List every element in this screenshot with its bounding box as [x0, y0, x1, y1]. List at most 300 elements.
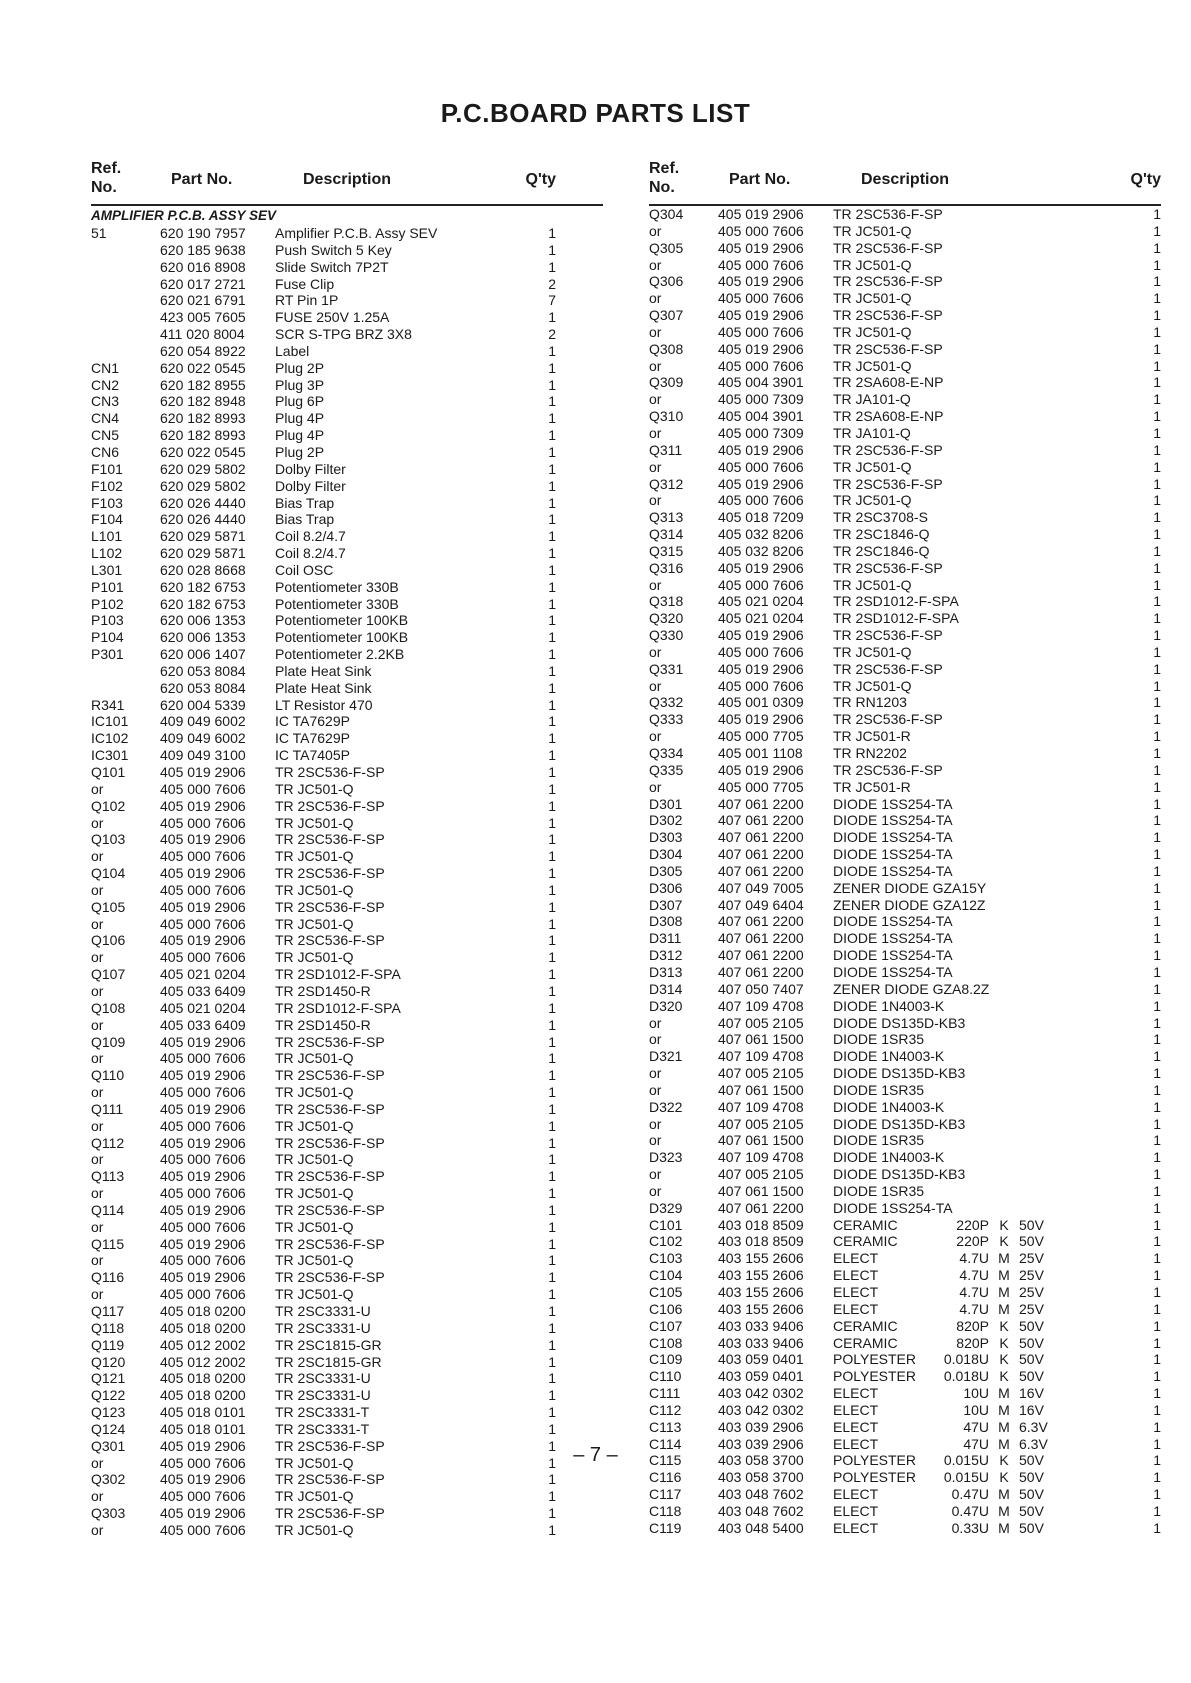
part-no-cell: 620 053 8084	[160, 662, 246, 679]
part-no-cell: 405 019 2906	[160, 1269, 246, 1286]
table-row	[649, 981, 1161, 998]
table-row	[91, 848, 603, 865]
part-no-cell: 405 018 0101	[160, 1420, 246, 1437]
description-cell: DIODE 1SS254-TA	[833, 913, 953, 930]
table-row	[649, 1183, 1161, 1200]
part-no-cell: 405 000 7606	[160, 1218, 246, 1235]
qty-cell: 1	[548, 831, 556, 848]
part-no-cell: 407 061 2200	[718, 829, 804, 846]
description-cell: LT Resistor 470	[275, 696, 373, 713]
part-no-cell: 407 049 7005	[718, 879, 804, 896]
description-cell: TR JC501-Q	[833, 458, 912, 475]
voltage-cell: 50V	[1019, 1519, 1044, 1536]
part-no-cell: 405 004 3901	[718, 408, 804, 425]
ref-cell: or	[649, 222, 662, 239]
part-no-cell: 405 000 7606	[718, 290, 804, 307]
description-cell: TR JC501-Q	[275, 1488, 354, 1505]
qty-cell: 1	[548, 1033, 556, 1050]
table-row	[91, 410, 603, 427]
table-row	[91, 882, 603, 899]
description-cell: ELECT	[833, 1300, 879, 1317]
qty-cell: 1	[548, 747, 556, 764]
ref-cell: C109	[649, 1351, 683, 1368]
qty-cell: 1	[1153, 542, 1161, 559]
table-row	[649, 1065, 1161, 1082]
qty-cell: 1	[1153, 829, 1161, 846]
header-part-no: Part No.	[171, 171, 233, 188]
table-row	[91, 1522, 603, 1539]
qty-cell: 1	[548, 1134, 556, 1151]
voltage-cell: 6.3V	[1019, 1435, 1048, 1452]
value-cell: 0.33U	[951, 1519, 989, 1536]
table-row	[649, 442, 1161, 459]
part-no-cell: 405 000 7606	[160, 1084, 246, 1101]
ref-cell: Q104	[91, 865, 126, 882]
part-no-cell: 407 061 2200	[718, 930, 804, 947]
description-cell: Label	[275, 342, 310, 359]
qty-cell: 1	[548, 1185, 556, 1202]
qty-cell: 1	[1153, 610, 1161, 627]
part-no-cell: 620 185 9638	[160, 241, 246, 258]
table-row	[649, 1503, 1161, 1520]
description-cell: TR JA101-Q	[833, 424, 911, 441]
table-row	[91, 815, 603, 832]
description-cell: TR 2SC536-F-SP	[275, 831, 385, 848]
part-no-cell: 407 005 2105	[718, 1065, 804, 1082]
ref-cell: 51	[91, 225, 107, 241]
qty-cell: 1	[548, 932, 556, 949]
ref-cell: Q313	[649, 509, 684, 526]
table-row	[649, 1486, 1161, 1503]
qty-cell: 1	[1153, 256, 1161, 273]
description-cell: Potentiometer 100KB	[275, 629, 409, 646]
table-header	[91, 158, 603, 206]
ref-cell: P301	[91, 646, 124, 663]
table-header	[649, 158, 1161, 206]
description-cell: Plug 3P	[275, 376, 325, 393]
part-no-cell: 620 017 2721	[160, 275, 246, 292]
value-cell: 4.7U	[959, 1267, 989, 1284]
table-row	[91, 663, 603, 680]
table-row	[649, 425, 1161, 442]
qty-cell: 1	[1153, 1166, 1161, 1183]
ref-cell: Q315	[649, 542, 684, 559]
qty-cell: 1	[1153, 1300, 1161, 1317]
description-cell: POLYESTER	[833, 1351, 916, 1368]
parts-table-left	[91, 158, 603, 1539]
qty-cell: 1	[548, 865, 556, 882]
table-row	[91, 1084, 603, 1101]
ref-cell: or	[91, 1521, 104, 1538]
description-cell: ELECT	[833, 1418, 879, 1435]
qty-cell: 1	[548, 1303, 556, 1319]
table-row	[91, 1101, 603, 1118]
qty-cell: 1	[1153, 694, 1161, 711]
value-cell: 10U	[963, 1401, 989, 1418]
table-row	[649, 1250, 1161, 1267]
part-no-cell: 405 000 7705	[718, 778, 804, 795]
qty-cell: 1	[1153, 1317, 1161, 1334]
qty-cell: 1	[1153, 1519, 1161, 1536]
ref-cell: F101	[91, 460, 123, 477]
part-no-cell: 403 048 5400	[718, 1519, 804, 1536]
table-row	[91, 1168, 603, 1185]
ref-cell: Q103	[91, 831, 126, 848]
description-cell: TR 2SD1012-F-SPA	[275, 966, 401, 983]
part-no-cell: 405 018 0200	[160, 1370, 246, 1387]
table-row	[91, 1017, 603, 1034]
qty-cell: 1	[548, 1505, 556, 1522]
description-cell: Potentiometer 330B	[275, 578, 399, 595]
description-cell: Plate Heat Sink	[275, 679, 372, 696]
ref-cell: Q312	[649, 475, 684, 492]
ref-cell: Q335	[649, 761, 684, 778]
table-row	[649, 964, 1161, 981]
qty-cell: 1	[1153, 1149, 1161, 1166]
ref-cell: D303	[649, 829, 683, 846]
qty-cell: 1	[1153, 307, 1161, 324]
table-row	[91, 747, 603, 764]
table-row	[649, 358, 1161, 375]
description-cell: ELECT	[833, 1486, 879, 1503]
qty-cell: 1	[1153, 1014, 1161, 1031]
description-cell: TR 2SC536-F-SP	[275, 898, 385, 915]
qty-cell: 1	[548, 511, 556, 528]
ref-cell: CN4	[91, 410, 120, 427]
part-no-cell: 405 001 0309	[718, 694, 804, 711]
qty-cell: 1	[548, 1336, 556, 1353]
tolerance-cell: M	[998, 1502, 1010, 1519]
description-cell: TR JC501-Q	[275, 949, 354, 966]
part-no-cell: 405 019 2906	[718, 627, 804, 644]
qty-cell: 1	[548, 241, 556, 258]
ref-cell: Q105	[91, 898, 126, 915]
ref-cell: F104	[91, 511, 123, 528]
qty-cell: 1	[548, 949, 556, 966]
part-no-cell: 405 032 8206	[718, 542, 804, 559]
table-row	[91, 225, 603, 242]
qty-cell: 1	[548, 1370, 556, 1387]
ref-cell: or	[649, 458, 662, 475]
ref-cell: D305	[649, 862, 683, 879]
qty-cell: 1	[1153, 812, 1161, 829]
ref-cell: Q109	[91, 1033, 126, 1050]
description-cell: DIODE 1N4003-K	[833, 1048, 945, 1065]
qty-cell: 1	[548, 595, 556, 612]
description-cell: IC TA7405P	[275, 747, 350, 764]
description-cell: TR JC501-Q	[275, 1050, 354, 1067]
table-row	[91, 579, 603, 596]
value-cell: 47U	[963, 1418, 989, 1435]
qty-cell: 1	[1153, 1115, 1161, 1132]
table-row	[91, 899, 603, 916]
part-no-cell: 407 061 2200	[718, 1199, 804, 1216]
description-cell: TR JC501-Q	[275, 1454, 354, 1471]
part-no-cell: 405 000 7606	[718, 357, 804, 374]
qty-cell: 1	[1153, 441, 1161, 458]
qty-cell: 1	[1153, 1048, 1161, 1065]
qty-cell: 1	[1153, 290, 1161, 307]
page-title: P.C.BOARD PARTS LIST	[440, 98, 751, 128]
table-row	[649, 1351, 1161, 1368]
ref-cell: IC102	[91, 730, 129, 747]
part-no-cell: 620 029 5871	[160, 528, 246, 545]
part-no-cell: 405 019 2906	[160, 1471, 246, 1488]
qty-cell: 1	[548, 1286, 556, 1303]
qty-cell: 1	[548, 1201, 556, 1218]
table-row	[649, 728, 1161, 745]
header-description: Description	[861, 171, 950, 188]
description-cell: TR 2SC536-F-SP	[833, 761, 943, 778]
description-cell: TR 2SC536-F-SP	[833, 340, 943, 357]
ref-cell: P102	[91, 595, 124, 612]
ref-cell: Q304	[649, 206, 684, 222]
part-no-cell: 403 048 7602	[718, 1502, 804, 1519]
ref-cell: Q116	[91, 1269, 125, 1286]
table-row	[649, 644, 1161, 661]
table-row	[649, 1116, 1161, 1133]
part-no-cell: 405 019 2906	[160, 932, 246, 949]
qty-cell: 1	[1153, 930, 1161, 947]
qty-cell: 1	[1153, 947, 1161, 964]
ref-cell: Q118	[91, 1319, 125, 1336]
qty-cell: 1	[1153, 1250, 1161, 1267]
ref-cell: CN6	[91, 443, 120, 460]
description-cell: ZENER DIODE GZA12Z	[833, 896, 986, 913]
qty-cell: 1	[548, 797, 556, 814]
table-row	[649, 947, 1161, 964]
header-ref-no: Ref. No.	[91, 160, 122, 196]
table-row	[91, 596, 603, 613]
tolerance-cell: K	[999, 1452, 1009, 1469]
ref-cell: C119	[649, 1519, 682, 1536]
ref-cell: or	[649, 1031, 662, 1048]
table-row	[649, 543, 1161, 560]
qty-cell: 1	[1153, 997, 1161, 1014]
part-no-cell: 405 019 2906	[160, 1033, 246, 1050]
table-row	[91, 730, 603, 747]
ref-cell: or	[649, 290, 662, 307]
qty-cell: 1	[548, 1168, 556, 1185]
ref-cell: or	[91, 1084, 104, 1101]
ref-cell: C101	[649, 1216, 683, 1233]
description-cell: TR 2SC3331-U	[275, 1387, 371, 1404]
description-cell: TR 2SC536-F-SP	[275, 797, 385, 814]
qty-cell: 1	[1153, 492, 1161, 509]
description-cell: Plug 6P	[275, 393, 325, 410]
table-row	[649, 1318, 1161, 1335]
part-no-cell: 407 005 2105	[718, 1166, 804, 1183]
ref-cell: or	[649, 1132, 662, 1149]
part-no-cell: 405 018 0101	[160, 1404, 246, 1421]
table-row	[91, 393, 603, 410]
value-cell: 4.7U	[959, 1284, 989, 1300]
description-cell: DIODE DS135D-KB3	[833, 1065, 966, 1082]
ref-cell: C115	[649, 1452, 682, 1469]
ref-cell: Q106	[91, 932, 126, 949]
ref-cell: D308	[649, 913, 683, 930]
qty-cell: 1	[548, 1420, 556, 1437]
description-cell: ELECT	[833, 1284, 879, 1300]
qty-cell: 1	[548, 1437, 556, 1454]
ref-cell: D311	[649, 930, 682, 947]
ref-cell: Q119	[91, 1336, 125, 1353]
qty-cell: 1	[548, 1151, 556, 1168]
qty-cell: 1	[548, 494, 556, 511]
qty-cell: 1	[548, 477, 556, 494]
table-row	[91, 1404, 603, 1421]
tolerance-cell: M	[998, 1435, 1010, 1452]
table-row	[91, 242, 603, 259]
ref-cell: F103	[91, 494, 123, 511]
part-no-cell: 403 155 2606	[718, 1267, 804, 1284]
table-row	[649, 1015, 1161, 1032]
description-cell: Push Switch 5 Key	[275, 241, 392, 258]
qty-cell: 1	[548, 679, 556, 696]
description-cell: Potentiometer 2.2KB	[275, 646, 405, 663]
table-row	[91, 444, 603, 461]
voltage-cell: 50V	[1019, 1452, 1044, 1469]
description-cell: TR 2SA608-E-NP	[833, 408, 944, 425]
ref-cell: C114	[649, 1435, 682, 1452]
qty-cell: 1	[1153, 1334, 1161, 1351]
description-cell: TR 2SC536-F-SP	[833, 627, 943, 644]
description-cell: TR JC501-Q	[275, 881, 354, 898]
qty-cell: 1	[548, 342, 556, 359]
ref-cell: Q114	[91, 1201, 125, 1218]
description-cell: TR 2SD1012-F-SPA	[833, 610, 959, 627]
description-cell: CERAMIC	[833, 1233, 898, 1250]
ref-cell: Q332	[649, 694, 684, 711]
table-row	[91, 309, 603, 326]
table-row	[91, 781, 603, 798]
table-row	[649, 1385, 1161, 1402]
part-no-cell: 405 019 2906	[160, 1067, 246, 1084]
tolerance-cell: K	[999, 1334, 1009, 1351]
table-row	[91, 343, 603, 360]
part-no-cell: 405 000 7606	[160, 780, 246, 797]
qty-cell: 1	[548, 1488, 556, 1505]
ref-cell: Q121	[91, 1370, 126, 1387]
table-row	[649, 206, 1161, 223]
part-no-cell: 405 033 6409	[160, 982, 246, 999]
qty-cell: 1	[1153, 374, 1161, 391]
table-row	[91, 1505, 603, 1522]
description-cell: DIODE DS135D-KB3	[833, 1115, 966, 1132]
part-no-cell: 405 000 7606	[160, 1286, 246, 1303]
parts-rows-right	[649, 206, 1161, 1537]
table-row	[91, 1303, 603, 1320]
description-cell: TR 2SC536-F-SP	[275, 1235, 385, 1252]
voltage-cell: 50V	[1019, 1216, 1044, 1233]
description-cell: TR 2SD1450-R	[275, 982, 371, 999]
part-no-cell: 405 000 7606	[160, 848, 246, 865]
qty-cell: 1	[548, 1067, 556, 1084]
part-no-cell: 405 019 2906	[160, 1437, 246, 1454]
ref-cell: C112	[649, 1401, 682, 1418]
ref-cell: L301	[91, 561, 123, 578]
ref-cell: C111	[649, 1385, 681, 1402]
table-row	[649, 1402, 1161, 1419]
part-no-cell: 405 021 0204	[160, 966, 246, 983]
part-no-cell: 405 000 7606	[160, 1117, 246, 1134]
description-cell: TR 2SD1450-R	[275, 1016, 371, 1033]
qty-cell: 1	[548, 881, 556, 898]
part-no-cell: 405 000 7606	[160, 915, 246, 932]
qty-cell: 1	[1153, 846, 1161, 863]
table-row	[649, 1233, 1161, 1250]
qty-cell: 1	[1153, 761, 1161, 778]
ref-cell: or	[91, 915, 104, 932]
description-cell: TR JC501-Q	[275, 1084, 354, 1101]
description-cell: Plug 2P	[275, 443, 325, 460]
part-no-cell: 405 000 7606	[718, 256, 804, 273]
qty-cell: 1	[1153, 913, 1161, 930]
description-cell: TR 2SC3708-S	[833, 509, 928, 526]
table-row	[91, 697, 603, 714]
ref-cell: or	[91, 881, 104, 898]
qty-cell: 1	[548, 1050, 556, 1067]
ref-cell: or	[649, 323, 662, 340]
ref-cell: or	[91, 1016, 104, 1033]
ref-cell: C102	[649, 1233, 683, 1250]
table-row	[91, 1370, 603, 1387]
table-row	[91, 528, 603, 545]
description-cell: TR 2SC3331-U	[275, 1303, 371, 1319]
description-cell: TR RN1203	[833, 694, 907, 711]
description-cell: TR 2SC536-F-SP	[833, 559, 943, 576]
table-row	[649, 1082, 1161, 1099]
qty-cell: 1	[548, 359, 556, 376]
part-no-cell: 405 019 2906	[718, 441, 804, 458]
qty-cell: 1	[1153, 1284, 1161, 1300]
part-no-cell: 620 022 0545	[160, 443, 246, 460]
table-row	[91, 983, 603, 1000]
ref-cell: Q316	[649, 559, 684, 576]
description-cell: Fuse Clip	[275, 275, 335, 292]
qty-cell: 1	[1153, 458, 1161, 475]
part-no-cell: 405 019 2906	[718, 206, 804, 222]
table-row	[91, 1067, 603, 1084]
table-row	[649, 257, 1161, 274]
part-no-cell: 405 000 7606	[718, 576, 804, 593]
part-no-cell: 620 182 8993	[160, 427, 246, 444]
part-no-cell: 403 059 0401	[718, 1351, 804, 1368]
ref-cell: Q320	[649, 610, 684, 627]
qty-cell: 1	[1153, 677, 1161, 694]
tolerance-cell: K	[999, 1469, 1009, 1486]
part-no-cell: 403 042 0302	[718, 1385, 804, 1402]
ref-cell: D313	[649, 963, 683, 980]
description-cell: TR 2SC536-F-SP	[275, 1168, 385, 1185]
value-cell: 220P	[956, 1233, 989, 1250]
description-cell: TR 2SC536-F-SP	[275, 932, 385, 949]
table-row	[91, 831, 603, 848]
part-no-cell: 620 006 1353	[160, 612, 246, 629]
table-row	[91, 478, 603, 495]
qty-cell: 1	[548, 982, 556, 999]
part-no-cell: 405 000 7606	[160, 1454, 246, 1471]
description-cell: CERAMIC	[833, 1216, 898, 1233]
part-no-cell: 620 028 8668	[160, 561, 246, 578]
part-no-cell: 620 029 5802	[160, 460, 246, 477]
description-cell: TR 2SC536-F-SP	[275, 1505, 385, 1522]
part-no-cell: 620 026 4440	[160, 494, 246, 511]
table-row	[91, 865, 603, 882]
table-row	[91, 916, 603, 933]
qty-cell: 1	[1153, 357, 1161, 374]
qty-cell: 1	[1153, 509, 1161, 526]
